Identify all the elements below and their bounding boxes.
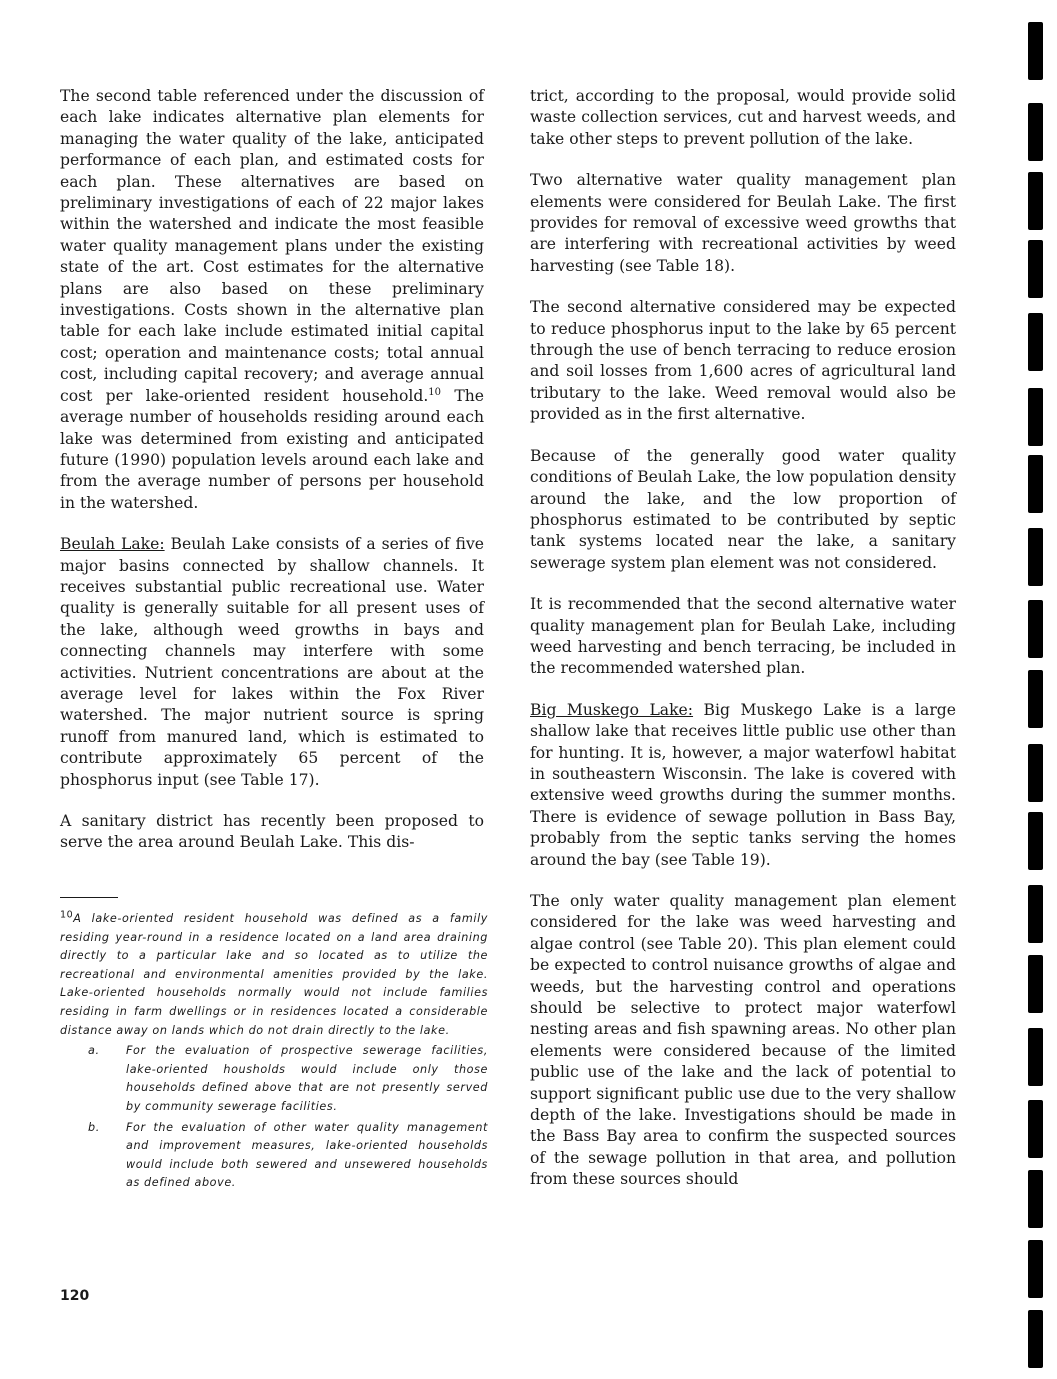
edge-mark [1028, 103, 1043, 161]
paragraph-alternatives: The second table referenced under the discussion of each lake indicates alternative plan elements for managing the water quality of the lake, anticipated performance of each plan, and estimated costs for each plan. These alternatives are based on preliminary investigations of each of 22 major lakes within the watershed and indicate the most feasible water quality management plans under the existing state of the art. Cost estimates for the alternative plans are also based on these preliminary investigations. Costs shown in the alternative plan table for each lake include estimated initial capital cost; operation and maintenance costs; total annual cost, including capital recovery; and average annual cost per lake-oriented resident household.$^{10}$ The average number of households residing around each lake was determined from existing and anticipated future (1990) population levels around each lake and from the average number of persons per household in the watershed. [60, 87, 484, 512]
footnote-divider [60, 897, 118, 898]
edge-mark [1028, 744, 1043, 802]
section-heading-big-muskego-lake: Big Muskego Lake: [530, 700, 694, 719]
left-column [60, 86, 484, 874]
paragraph-district-services: trict, according to the proposal, would provide solid waste collection services, cut and harvest weeds, and take other steps to prevent pollution of the lake. [530, 87, 956, 148]
edge-mark [1028, 22, 1043, 80]
edge-mark [1028, 1170, 1043, 1228]
paragraph-big-muskego-lake: Big Muskego Lake: Big Muskego Lake is a large shallow lake that receives little public use other than for hunting. It is, however, a major waterfowl habitat in southeastern Wisconsin. The lake is covered with extensive weed growths during the summer months. There is evidence of sewage pollution in Bass Bay, probably from the septic tanks serving the homes around the bay (see Table 19). [530, 700, 956, 869]
edge-scan-marks [1028, 0, 1048, 1379]
footnote-number: 10 [60, 909, 74, 921]
edge-mark [1028, 1100, 1043, 1158]
edge-mark [1028, 1240, 1043, 1298]
edge-mark [1028, 955, 1043, 1013]
edge-mark [1028, 600, 1043, 658]
paragraph-sanitary-district: A sanitary district has recently been proposed to serve the area around Beulah Lake. This dis- [60, 812, 484, 852]
edge-mark [1028, 388, 1043, 446]
edge-mark [1028, 313, 1043, 371]
paragraph-beulah-lake: Beulah Lake: Beulah Lake consists of a series of five major basins connected by shallow channels. It receives substantial public recreational use. Water quality is generally suitable for all present uses of the lake, although weed growths in bays and connecting channels may interfere with some activities. Nutrient concentrations are about at the average level for lakes within the Fox River watershed. The major nutrient source is spring runoff from manured land, which is estimated to contribute approximately 65 percent of the phosphorus input (see Table 17). [60, 535, 484, 789]
paragraph-sewerage-not-considered: Because of the generally good water quality conditions of Beulah Lake, the low population density around the lake, and the low proportion of phosphorus estimated to be contributed by septic tank systems located near the lake, a sanitary sewerage system plan element was not considered. [530, 446, 956, 572]
paragraph-recommendation: It is recommended that the second alternative water quality management plan for Beulah Lake, including weed harvesting and bench terracing, be included in the recommended watershed plan. [530, 595, 956, 678]
page-number: 120 [60, 1288, 90, 1304]
paragraph-two-alternatives: Two alternative water quality management plan elements were considered for Beulah Lake. The first provides for removal of excessive weed growths that are interfering with recreational activities by weed harvesting (see Table 18). [530, 171, 956, 275]
edge-mark [1028, 455, 1043, 513]
edge-mark [1028, 1310, 1043, 1368]
footnote-main: $^{10}$A lake-oriented resident household was defined as a family residing year-round in a residence located on a land area draining directly to a particular lake and so located as to utilize the recreational and environmental amenities provided by the lake. Lake-oriented households normally would not include families residing in farm dwellings or in residences located a considerable distance away on lands which do not drain directly to the lake. [60, 909, 488, 1037]
edge-mark [1028, 670, 1043, 728]
edge-mark [1028, 240, 1043, 298]
edge-mark [1028, 812, 1043, 870]
footnote-item-b: b. For the evaluation of other water quality management and improvement measures, lake-oriented households would include both sewered and unsewered households as defined above. [88, 1120, 488, 1190]
paragraph-second-alternative: The second alternative considered may be expected to reduce phosphorus input to the lake by 65 percent through the use of bench terracing to reduce erosion and soil losses from 1,600 acres of agricultural land tributary to the lake. Weed removal would also be provided as in the first alternative. [530, 298, 956, 424]
edge-mark [1028, 885, 1043, 943]
footnote-reference: 10 [428, 386, 442, 398]
edge-mark [1028, 528, 1043, 586]
paragraph-weed-harvesting: The only water quality management plan element considered for the lake was weed harvesting and algae control (see Table 20). This plan element could be expected to control nuisance growths of algae and weeds, but the harvesting control and operations should be selective to protect major waterfowl nesting areas and fish spawning areas. No other plan elements were considered because of the limited public use of the lake and the lack of potential to support significant public use due to the very shallow depth of the lake. Investigations should be made in the Bass Bay area to confirm the suspected sources of the sewage pollution in that area, and pollution from these sources should [530, 892, 956, 1189]
edge-mark [1028, 172, 1043, 230]
edge-mark [1028, 1028, 1043, 1086]
section-heading-beulah-lake: Beulah Lake: [60, 535, 165, 554]
footnote-item-a: a. For the evaluation of prospective sewerage facilities, lake-oriented housholds would include only those households defined above that are not presently served by community sewerage facilities. [88, 1044, 488, 1113]
right-column [530, 86, 956, 1211]
footnote [60, 910, 488, 1193]
